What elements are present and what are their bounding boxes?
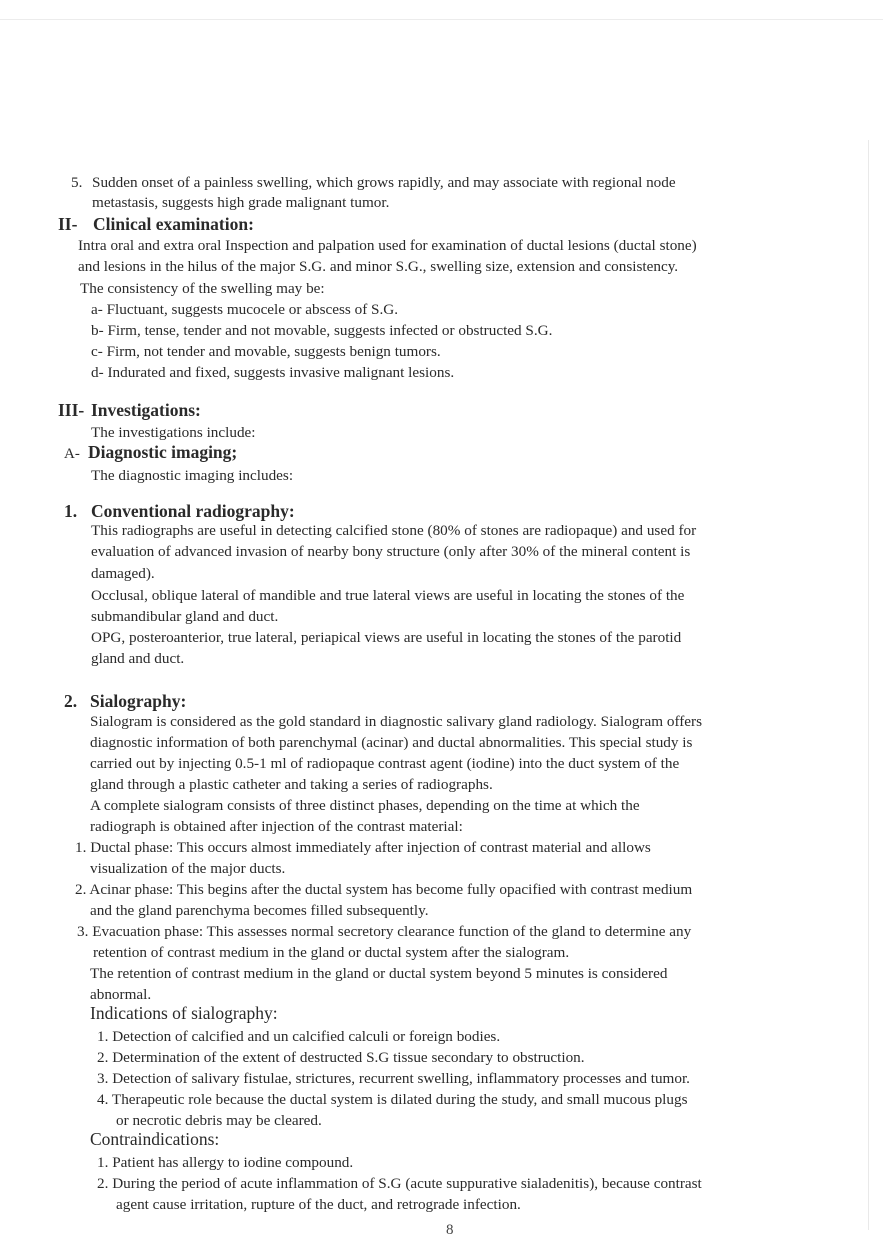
top-edge-line — [0, 19, 883, 20]
indication-3: 3. Detection of salivary fistulae, strictures, recurrent swelling, inflammatory processes and tumor. — [97, 1070, 690, 1087]
section-3-number: III- — [58, 400, 85, 420]
conventional-line-4: Occlusal, oblique lateral of mandible and true lateral views are useful in locating the stones of the — [91, 587, 685, 604]
sialography-line-3: carried out by injecting 0.5-1 ml of radiopaque contrast agent (iodine) into the duct system of the — [90, 755, 680, 772]
conventional-title: Conventional radiography: — [91, 501, 295, 521]
item-1-number: 1. — [64, 501, 78, 521]
phase-1-line-2: visualization of the major ducts. — [90, 860, 286, 877]
imaging-intro: The diagnostic imaging includes: — [91, 467, 294, 484]
conventional-line-2: evaluation of advanced invasion of nearby bony structure (only after 30% of the mineral content is — [91, 543, 691, 560]
page-number: 8 — [446, 1222, 454, 1238]
consistency-a: a- Fluctuant, suggests mucocele or abscess of S.G. — [91, 301, 399, 318]
indication-2: 2. Determination of the extent of destructed S.G tissue secondary to obstruction. — [97, 1049, 585, 1066]
clinical-line-2: and lesions in the hilus of the major S.G. and minor S.G., swelling size, extension and consistency. — [78, 258, 679, 275]
sialography-line-6: radiograph is obtained after injection of the contrast material: — [90, 818, 463, 835]
investigations-intro: The investigations include: — [91, 424, 256, 441]
retention-line-1: The retention of contrast medium in the gland or ductal system beyond 5 minutes is considered — [90, 965, 668, 982]
item-5-line-2: metastasis, suggests high grade malignant tumor. — [92, 194, 390, 211]
conventional-line-3: damaged). — [91, 565, 155, 582]
phase-2-line-1: 2. Acinar phase: This begins after the ductal system has become fully opacified with contrast medium — [75, 881, 693, 898]
sialography-title: Sialography: — [90, 691, 187, 711]
contraindication-1: 1. Patient has allergy to iodine compound. — [97, 1154, 354, 1171]
sialography-line-5: A complete sialogram consists of three distinct phases, depending on the time at which the — [90, 797, 640, 814]
item-5-number: 5. — [71, 174, 83, 191]
sialography-line-2: diagnostic information of both parenchymal (acinar) and ductal abnormalities. This special study is — [90, 734, 693, 751]
phase-1-line-1: 1. Ductal phase: This occurs almost immediately after injection of contrast material and allows — [75, 839, 651, 856]
item-5-line-1: Sudden onset of a painless swelling, which grows rapidly, and may associate with regional node — [92, 174, 676, 191]
subsection-a-title: Diagnostic imaging; — [88, 442, 238, 462]
subsection-a-number: A- — [64, 446, 80, 462]
section-3-title: Investigations: — [91, 400, 201, 420]
contraindications-title: Contraindications: — [90, 1129, 220, 1149]
indication-4-line-2: or necrotic debris may be cleared. — [116, 1112, 322, 1129]
indication-4-line-1: 4. Therapeutic role because the ductal system is dilated during the study, and small mucous plugs — [97, 1091, 688, 1108]
indications-title: Indications of sialography: — [90, 1003, 278, 1023]
consistency-c: c- Firm, not tender and movable, suggests benign tumors. — [91, 343, 441, 360]
item-2-number: 2. — [64, 691, 78, 711]
phase-2-line-2: and the gland parenchyma becomes filled subsequently. — [90, 902, 429, 919]
phase-3-line-2: retention of contrast medium in the gland or ductal system after the sialogram. — [93, 944, 570, 961]
section-2-number: II- — [58, 214, 78, 234]
retention-line-2: abnormal. — [90, 986, 152, 1003]
conventional-line-1: This radiographs are useful in detecting calcified stone (80% of stones are radiopaque) and used for — [91, 522, 697, 539]
clinical-line-3: The consistency of the swelling may be: — [80, 280, 325, 297]
section-2-title: Clinical examination: — [93, 214, 254, 234]
sialography-line-4: gland through a plastic catheter and taking a series of radiographs. — [90, 776, 493, 793]
clinical-line-1: Intra oral and extra oral Inspection and palpation used for examination of ductal lesions (ductal stone) — [78, 237, 697, 254]
indication-1: 1. Detection of calcified and un calcified calculi or foreign bodies. — [97, 1028, 501, 1045]
conventional-line-5: submandibular gland and duct. — [91, 608, 279, 625]
right-edge-line — [868, 140, 869, 1230]
consistency-d: d- Indurated and fixed, suggests invasive malignant lesions. — [91, 364, 455, 381]
consistency-b: b- Firm, tense, tender and not movable, suggests infected or obstructed S.G. — [91, 322, 553, 339]
phase-3-line-1: 3. Evacuation phase: This assesses normal secretory clearance function of the gland to determine any — [77, 923, 692, 940]
conventional-line-6: OPG, posteroanterior, true lateral, periapical views are useful in locating the stones of the parotid — [91, 629, 682, 646]
conventional-line-7: gland and duct. — [91, 650, 185, 667]
sialography-line-1: Sialogram is considered as the gold standard in diagnostic salivary gland radiology. Sialogram offers — [90, 713, 703, 730]
contraindication-2-line-1: 2. During the period of acute inflammation of S.G (acute suppurative sialadenitis), because contrast — [97, 1175, 702, 1192]
contraindication-2-line-2: agent cause irritation, rupture of the duct, and retrograde infection. — [116, 1196, 521, 1213]
